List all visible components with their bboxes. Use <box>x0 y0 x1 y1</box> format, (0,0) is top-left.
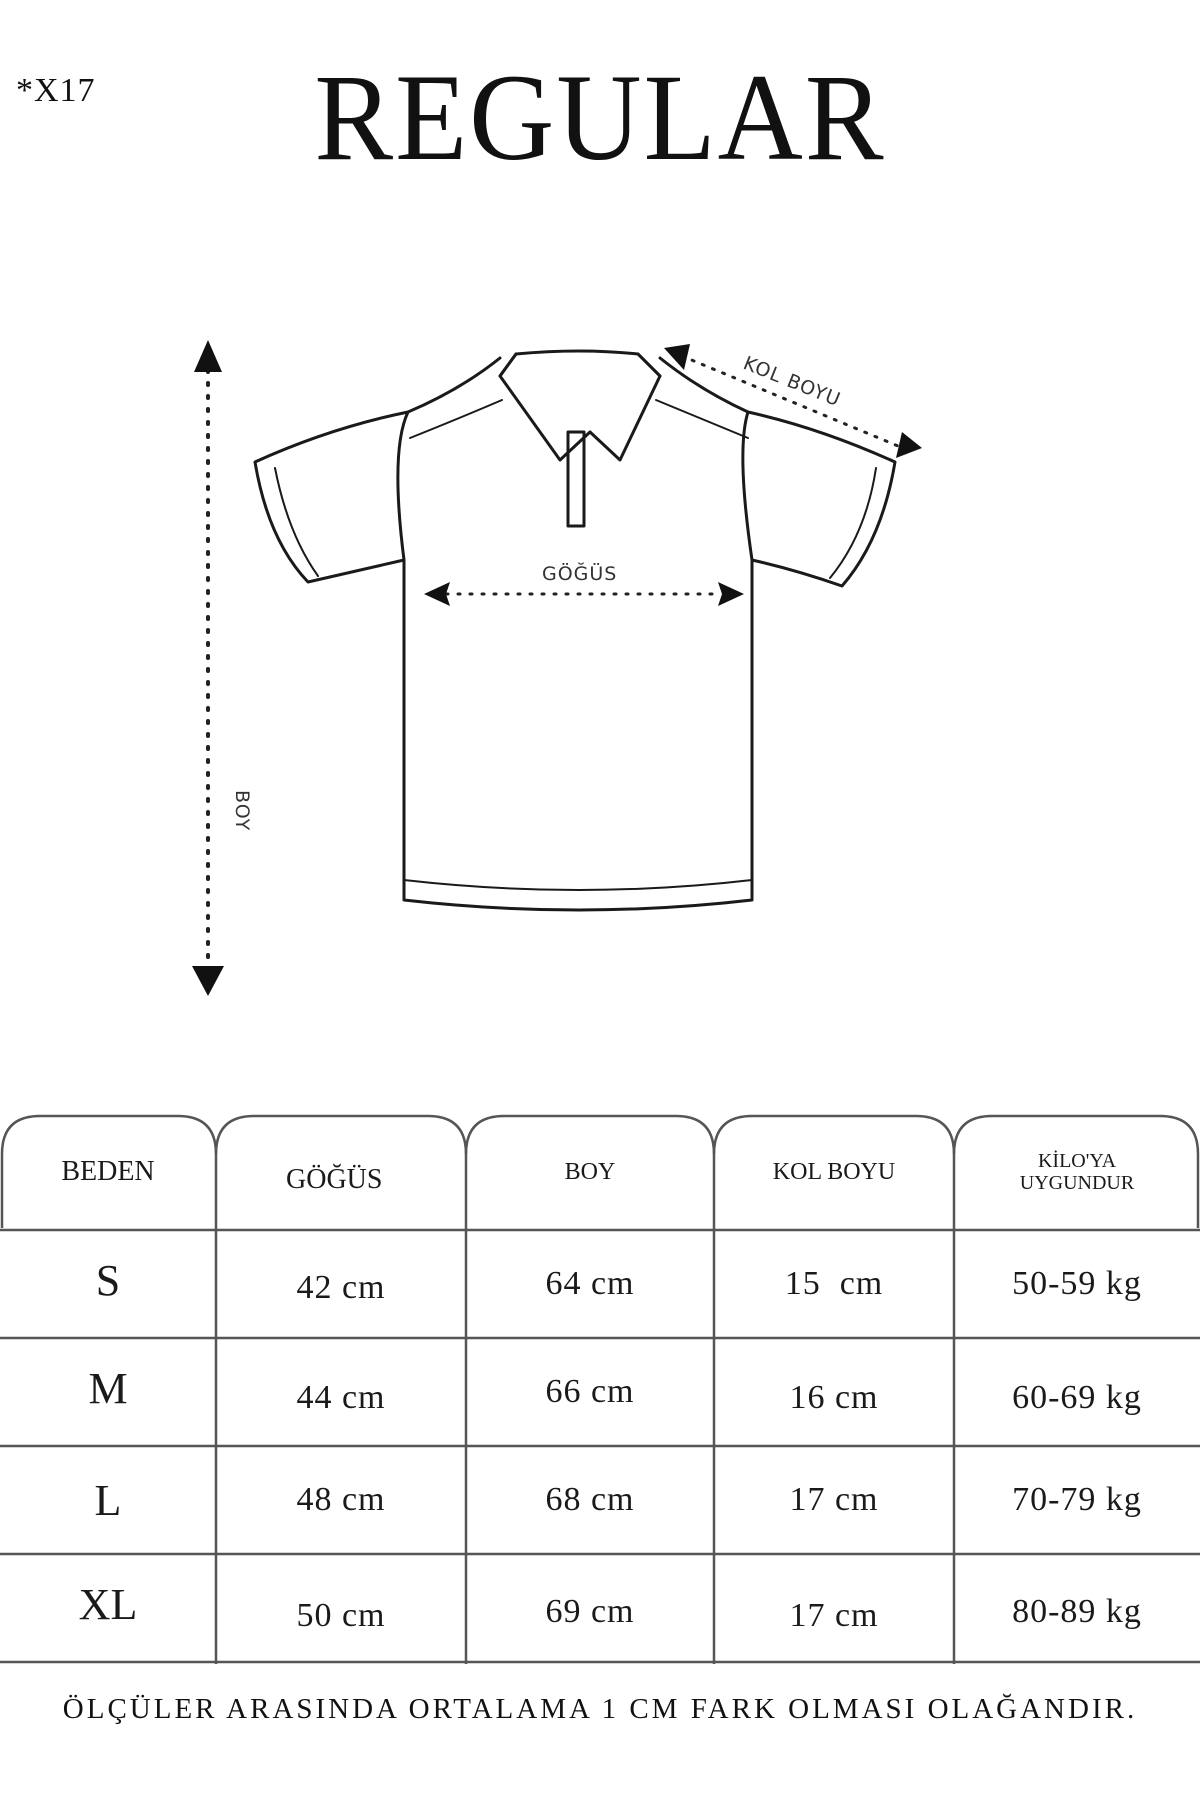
header-gogus: GÖĞÜS <box>286 1164 383 1195</box>
header-boy: BOY <box>564 1158 616 1185</box>
left-sleeve <box>255 412 408 582</box>
boy-xl: 69 cm <box>545 1593 635 1630</box>
kilo-l: 70-79 kg <box>1012 1481 1142 1518</box>
gogus-l: 48 cm <box>296 1481 386 1518</box>
product-code: *X17 <box>16 72 96 109</box>
kol-l: 17 cm <box>789 1481 879 1518</box>
kilo-xl: 80-89 kg <box>1012 1593 1142 1630</box>
boy-s: 64 cm <box>545 1265 635 1302</box>
kol-boyu-label: KOL BOYU <box>740 352 844 412</box>
chest-arrow <box>424 561 744 606</box>
fit-title: REGULAR <box>314 48 886 187</box>
sleeve-length-arrow <box>0 320 922 458</box>
size-table <box>0 1114 1200 1664</box>
size-m: M <box>88 1363 128 1413</box>
gogus-label: GÖĞÜS <box>542 563 618 585</box>
length-arrow <box>192 340 253 996</box>
size-l: L <box>94 1475 122 1525</box>
kol-s: 15 cm <box>784 1265 884 1302</box>
kol-m: 16 cm <box>789 1379 879 1416</box>
size-xl: XL <box>78 1579 138 1629</box>
measurement-note: ÖLÇÜLER ARASINDA ORTALAMA 1 CM FARK OLMASI OLAĞANDIR. <box>62 1693 1138 1725</box>
boy-label: BOY <box>231 790 253 832</box>
boy-m: 66 cm <box>545 1373 635 1410</box>
right-sleeve <box>743 412 895 586</box>
size-s: S <box>95 1255 121 1305</box>
header-kilo-line1: KİLO'YA <box>1037 1150 1117 1172</box>
shirt-diagram <box>0 320 1200 1020</box>
kol-xl: 17 cm <box>789 1597 879 1634</box>
collar <box>500 351 660 460</box>
kilo-s: 50-59 kg <box>1012 1265 1142 1302</box>
polo-shirt-illustration <box>0 320 1200 1020</box>
header-beden: BEDEN <box>61 1156 155 1187</box>
kilo-m: 60-69 kg <box>1012 1379 1142 1416</box>
gogus-xl: 50 cm <box>296 1597 386 1634</box>
shirt-outline <box>404 560 752 910</box>
header-kilo <box>954 1114 1200 1230</box>
gogus-s: 42 cm <box>296 1269 386 1306</box>
boy-l: 68 cm <box>545 1481 635 1518</box>
gogus-m: 44 cm <box>296 1379 386 1416</box>
header-kol-boyu: KOL BOYU <box>772 1158 896 1185</box>
header-kilo-line2: UYGUNDUR <box>1019 1172 1135 1194</box>
